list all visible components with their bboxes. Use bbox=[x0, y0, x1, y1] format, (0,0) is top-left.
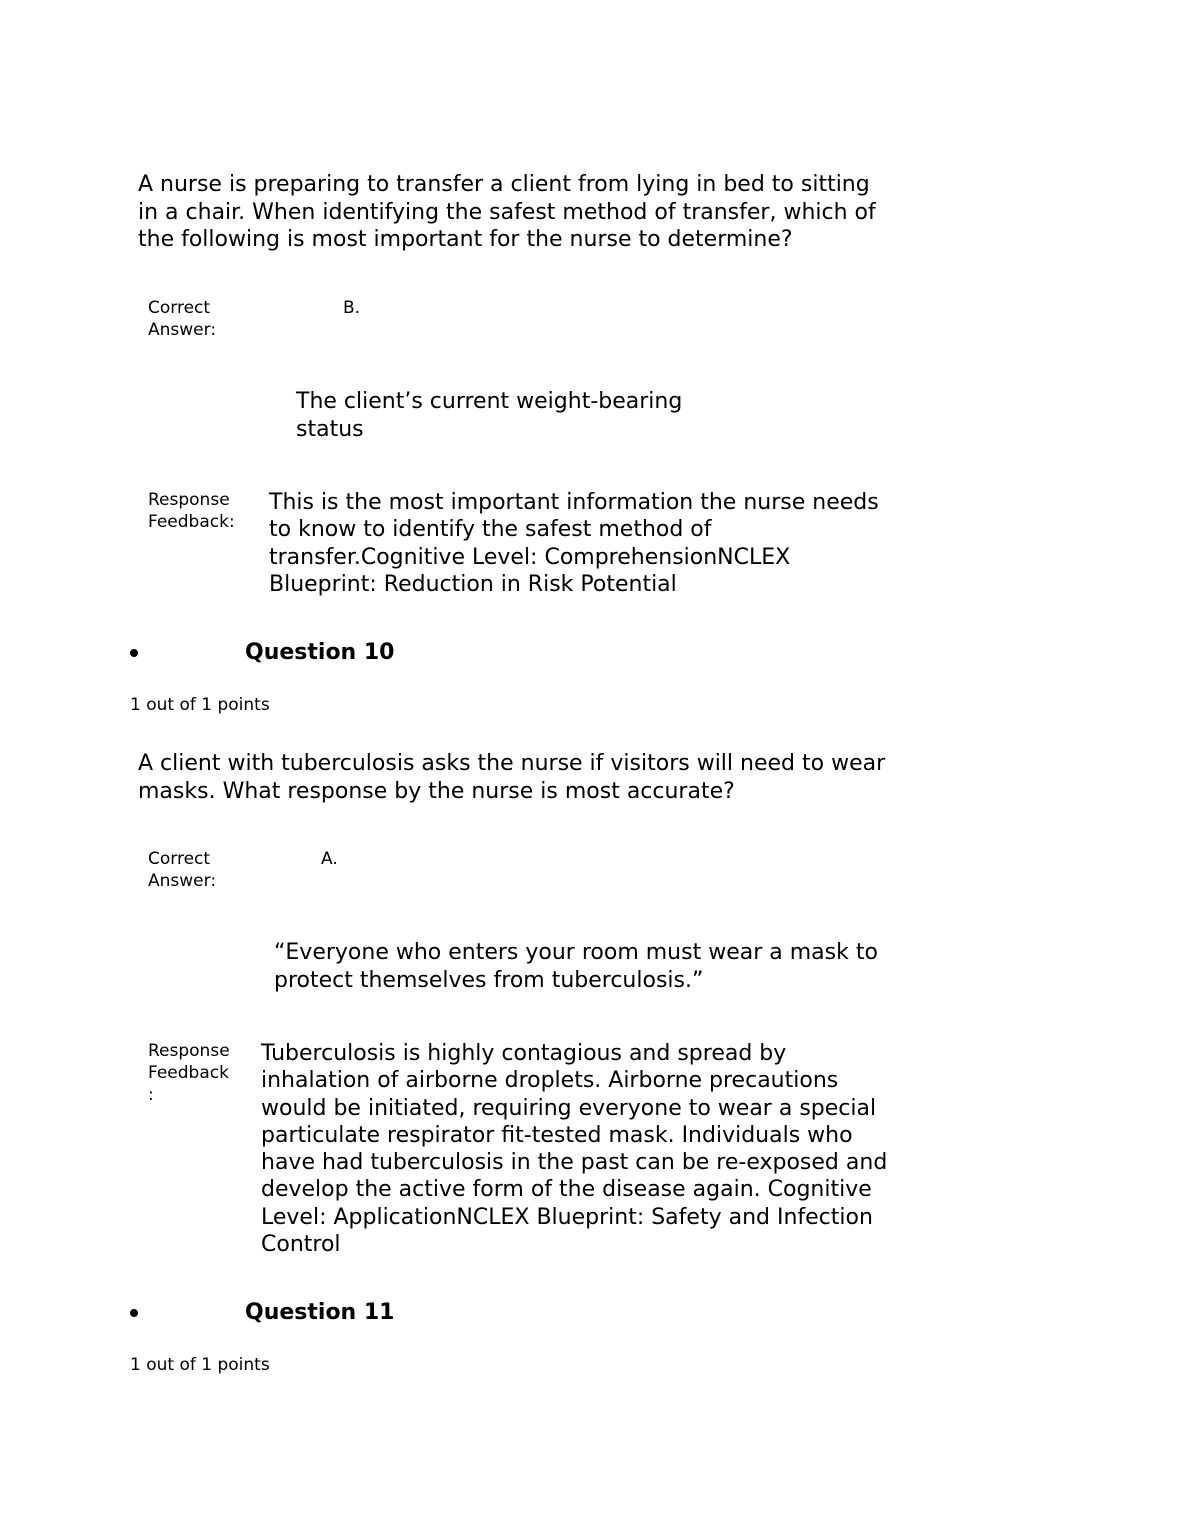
question-11-bullet bbox=[130, 1309, 138, 1317]
question-10-points: 1 out of 1 points bbox=[130, 695, 270, 715]
question-9-text: A nurse is preparing to transfer a client from lying in bed to sitting in a chair. When identifying the safest method of transfer, which of the following is most important for the nurse to determine? bbox=[138, 172, 876, 252]
question-10-response-feedback-text: Tuberculosis is highly contagious and spread by inhalation of airborne droplets. Airborne precautions would be initiated, requiring everyone to wear a special particulate respirator fit-tested mask. Individuals who have had tuberculosis in the past can be re-exposed and develop the active form of the disease again. Cognitive Level: ApplicationNCLEX Blueprint: Safety and Infection Control bbox=[261, 1041, 888, 1258]
question-10-correct-answer-label: Correct Answer: bbox=[148, 849, 217, 891]
question-9-correct-answer-letter: B. bbox=[343, 298, 361, 318]
question-11-points: 1 out of 1 points bbox=[130, 1355, 270, 1375]
question-9-response-feedback-label: Response Feedback: bbox=[148, 490, 235, 532]
question-11-heading: Question 11 bbox=[245, 1300, 395, 1325]
question-10-heading: Question 10 bbox=[245, 640, 395, 665]
question-10-correct-answer-text: “Everyone who enters your room must wear a mask to protect themselves from tuberculosis.” bbox=[274, 940, 878, 993]
question-10-correct-answer-letter: A. bbox=[321, 849, 338, 869]
question-10-bullet bbox=[130, 649, 138, 657]
question-9-correct-answer-label: Correct Answer: bbox=[148, 298, 217, 340]
question-10-text: A client with tuberculosis asks the nurse if visitors will need to wear masks. What response by the nurse is most accurate? bbox=[138, 751, 886, 804]
question-10-response-feedback-label: Response Feedback : bbox=[148, 1041, 230, 1105]
question-9-correct-answer-text: The client’s current weight-bearing status bbox=[296, 389, 683, 442]
question-9-response-feedback-text: This is the most important information the nurse needs to know to identify the safest method of transfer.Cognitive Level: ComprehensionNCLEX Blueprint: Reduction in Risk Potential bbox=[269, 490, 879, 597]
